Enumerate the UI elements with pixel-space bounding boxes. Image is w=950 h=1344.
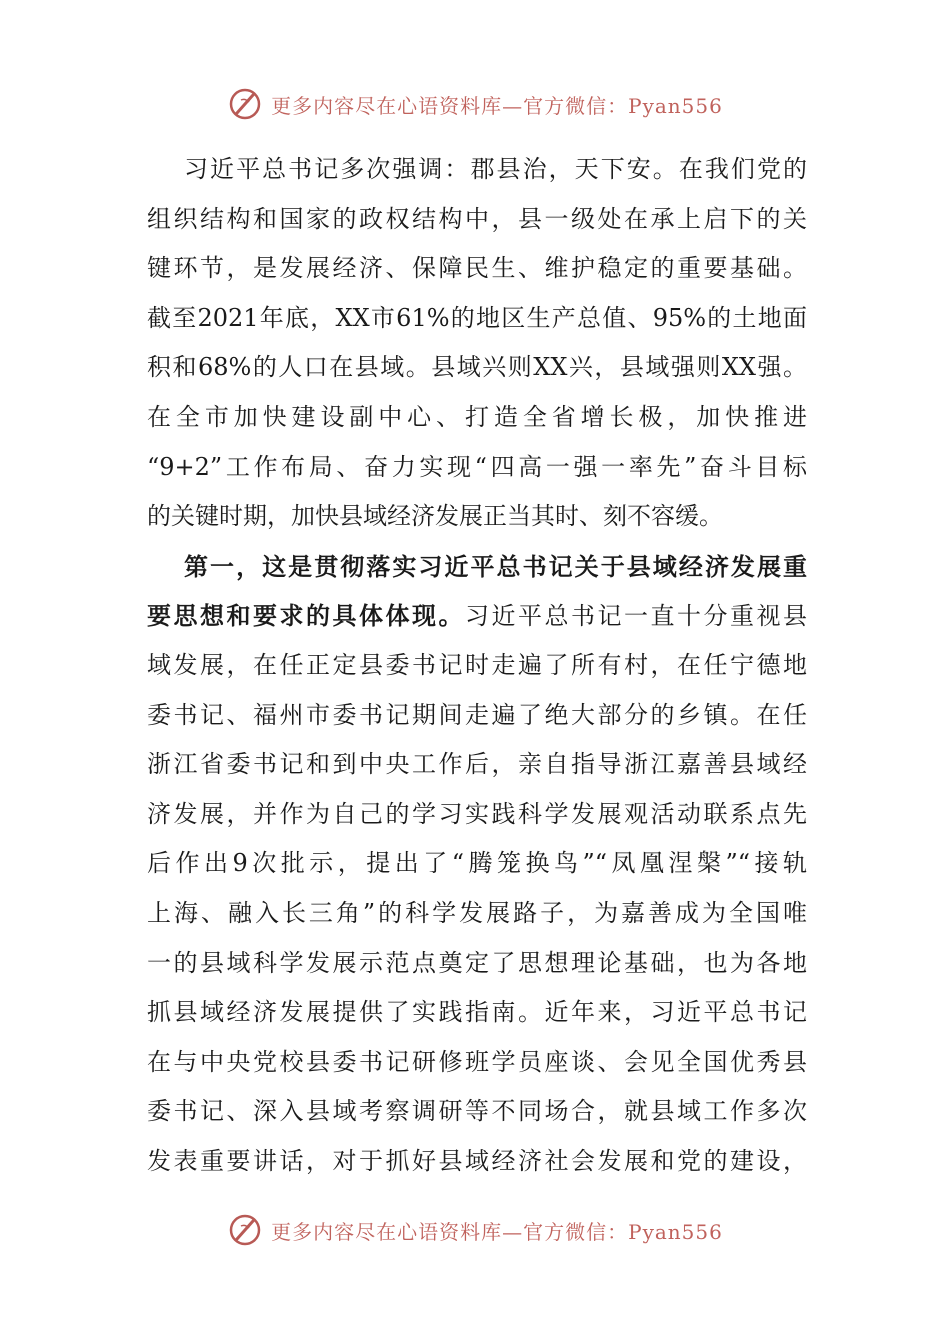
- text-line: 域发展，在任正定县委书记时走遍了所有村，在任宁德地: [147, 650, 807, 679]
- text-line: 济发展，并作为自己的学习实践科学发展观活动联系点先: [147, 799, 807, 828]
- text-line: “9+2”工作布局、奋力实现“四高一强一率先”奋斗目标: [147, 452, 807, 481]
- header-banner: [0, 84, 950, 124]
- text-line: 上海、融入长三角”的科学发展路子，为嘉善成为全国唯: [147, 898, 807, 927]
- text-line-mixed: [147, 591, 807, 641]
- text-line: 积和68%的人口在县域。县域兴则XX兴，县域强则XX强。: [147, 353, 807, 382]
- text-line: 截至2021年底，XX市61%的地区生产总值、95%的土地面: [147, 303, 807, 332]
- header-banner-text: 更多内容尽在心语资料库—官方微信：Pyan556: [271, 93, 723, 118]
- paragraph-intro: [147, 145, 807, 542]
- pen-circle-logo-icon: [227, 86, 263, 122]
- text-line: 发表重要讲话，对于抓好县域经济社会发展和党的建设，: [147, 1146, 807, 1175]
- text-line: 在与中央党校县委书记研修班学员座谈、会见全国优秀县: [147, 1047, 807, 1076]
- text-line-rest: 习近平总书记一直十分重视县: [465, 602, 807, 631]
- text-line: 后作出9次批示，提出了“腾笼换鸟”“凤凰涅槃”“接轨: [147, 849, 807, 878]
- text-line: 的关键时期，加快县域经济发展正当其时、刻不容缓。: [147, 502, 723, 531]
- pen-circle-logo-icon: [227, 1212, 263, 1248]
- text-line: 组织结构和国家的政权结构中，县一级处在承上启下的关: [147, 204, 807, 233]
- bold-heading-line: 第一，这是贯彻落实习近平总书记关于县域经济发展重: [184, 551, 807, 581]
- text-line: 习近平总书记多次强调：郡县治，天下安。在我们党的: [184, 155, 807, 183]
- text-line: 在全市加快建设副中心、打造全省增长极，加快推进: [147, 402, 807, 431]
- text-line: 一的县域科学发展示范点奠定了思想理论基础，也为各地: [147, 948, 807, 977]
- text-line: 键环节，是发展经济、保障民生、维护稳定的重要基础。: [147, 254, 807, 283]
- paragraph-first-point: [147, 542, 807, 1187]
- text-line: 委书记、深入县域考察调研等不同场合，就县域工作多次: [147, 1097, 807, 1126]
- footer-banner-text: 更多内容尽在心语资料库—官方微信：Pyan556: [271, 1219, 723, 1244]
- text-line: 浙江省委书记和到中央工作后，亲自指导浙江嘉善县域经: [147, 750, 807, 779]
- text-line: 委书记、福州市委书记期间走遍了绝大部分的乡镇。在任: [147, 700, 807, 729]
- bold-heading-tail: 要思想和要求的具体体现。: [147, 601, 465, 631]
- document-body: [147, 145, 807, 1186]
- footer-banner: [0, 1210, 950, 1250]
- text-line: 抓县域经济发展提供了实践指南。近年来，习近平总书记: [147, 998, 807, 1027]
